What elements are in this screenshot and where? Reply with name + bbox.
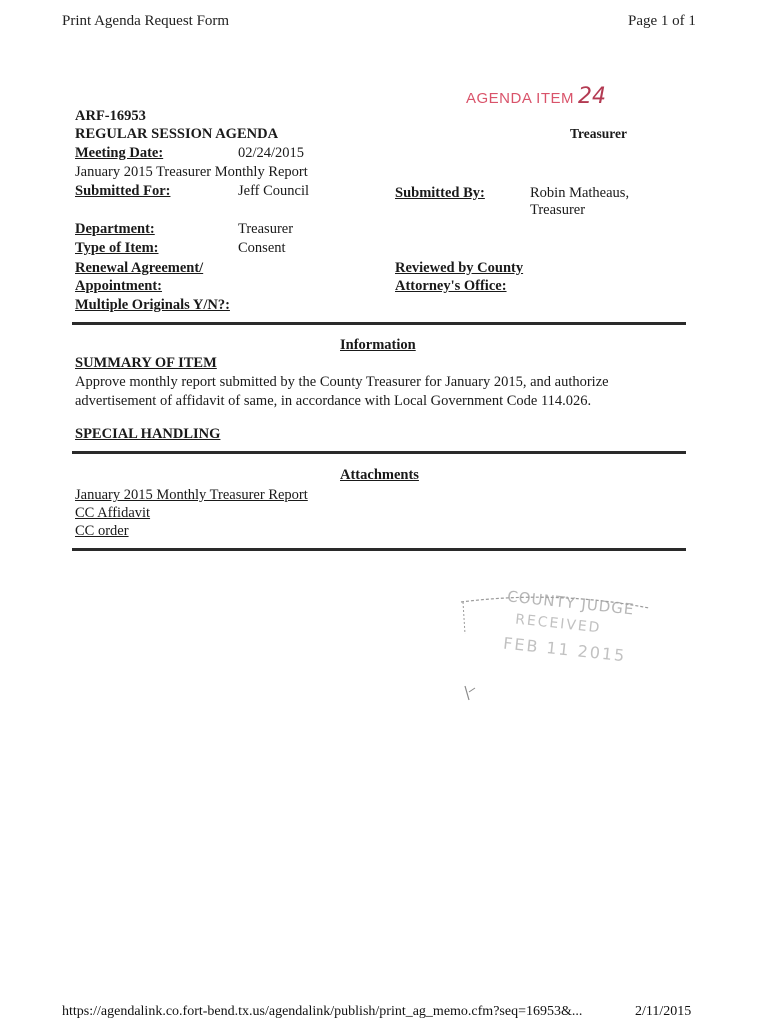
form-id: ARF-16953 [75, 108, 146, 124]
department-label: Department: [75, 221, 155, 237]
received-stamp-date: FEB 11 2015 [502, 633, 628, 666]
received-stamp [455, 588, 655, 708]
appointment-label: Appointment: [75, 278, 163, 294]
footer-url: https://agendalink.co.fort-bend.tx.us/agendalink/publish/print_ag_memo.cfm?seq=16953&... [62, 1004, 583, 1019]
attachment-link[interactable]: January 2015 Monthly Treasurer Report [75, 487, 308, 503]
received-stamp-office: COUNTY JUDGE [506, 587, 636, 619]
section-divider [72, 322, 686, 325]
agenda-item-stamp [466, 84, 606, 109]
section-divider [72, 548, 686, 551]
page-header-title: Print Agenda Request Form [62, 13, 230, 29]
attachment-link[interactable]: CC Affidavit [75, 505, 151, 521]
submitted-for-value: Jeff Council [238, 183, 310, 199]
agenda-item-label: AGENDA ITEM [466, 90, 575, 107]
submitted-by-name: Robin Matheaus, [530, 185, 630, 201]
summary-text-line-1: Approve monthly report submitted by the County Treasurer for January 2015, and authorize [75, 374, 609, 390]
footer-date: 2/11/2015 [635, 1004, 692, 1019]
session-title: REGULAR SESSION AGENDA [75, 126, 279, 142]
information-heading: Information [340, 337, 416, 353]
attachments-heading: Attachments [340, 467, 419, 483]
type-of-item-value: Consent [238, 240, 286, 256]
received-stamp-received: RECEIVED [514, 611, 603, 637]
submitted-for-label: Submitted For: [75, 183, 171, 199]
submitted-by-label: Submitted By: [395, 185, 485, 201]
renewal-agreement-label: Renewal Agreement/ [75, 260, 204, 276]
multiple-originals-label: Multiple Originals Y/N?: [75, 297, 230, 313]
department-value: Treasurer [238, 221, 294, 237]
reviewed-by-county-label: Reviewed by County [395, 260, 524, 276]
meeting-date-label: Meeting Date: [75, 145, 164, 161]
section-divider [72, 451, 686, 454]
summary-heading: SUMMARY OF ITEM [75, 355, 217, 371]
attachment-link[interactable]: CC order [75, 523, 129, 539]
subject-line: January 2015 Treasurer Monthly Report [75, 164, 308, 180]
page-number: Page 1 of 1 [628, 13, 696, 29]
agenda-item-number: 24 [578, 84, 607, 109]
department-heading: Treasurer [570, 126, 627, 141]
type-of-item-label: Type of Item: [75, 240, 159, 256]
submitted-by-title: Treasurer [530, 202, 586, 218]
special-handling-heading: SPECIAL HANDLING [75, 426, 221, 442]
summary-text-line-2: advertisement of affidavit of same, in accordance with Local Government Code 114.026. [75, 393, 592, 409]
attorneys-office-label: Attorney's Office: [395, 278, 507, 294]
meeting-date-value: 02/24/2015 [238, 145, 305, 161]
